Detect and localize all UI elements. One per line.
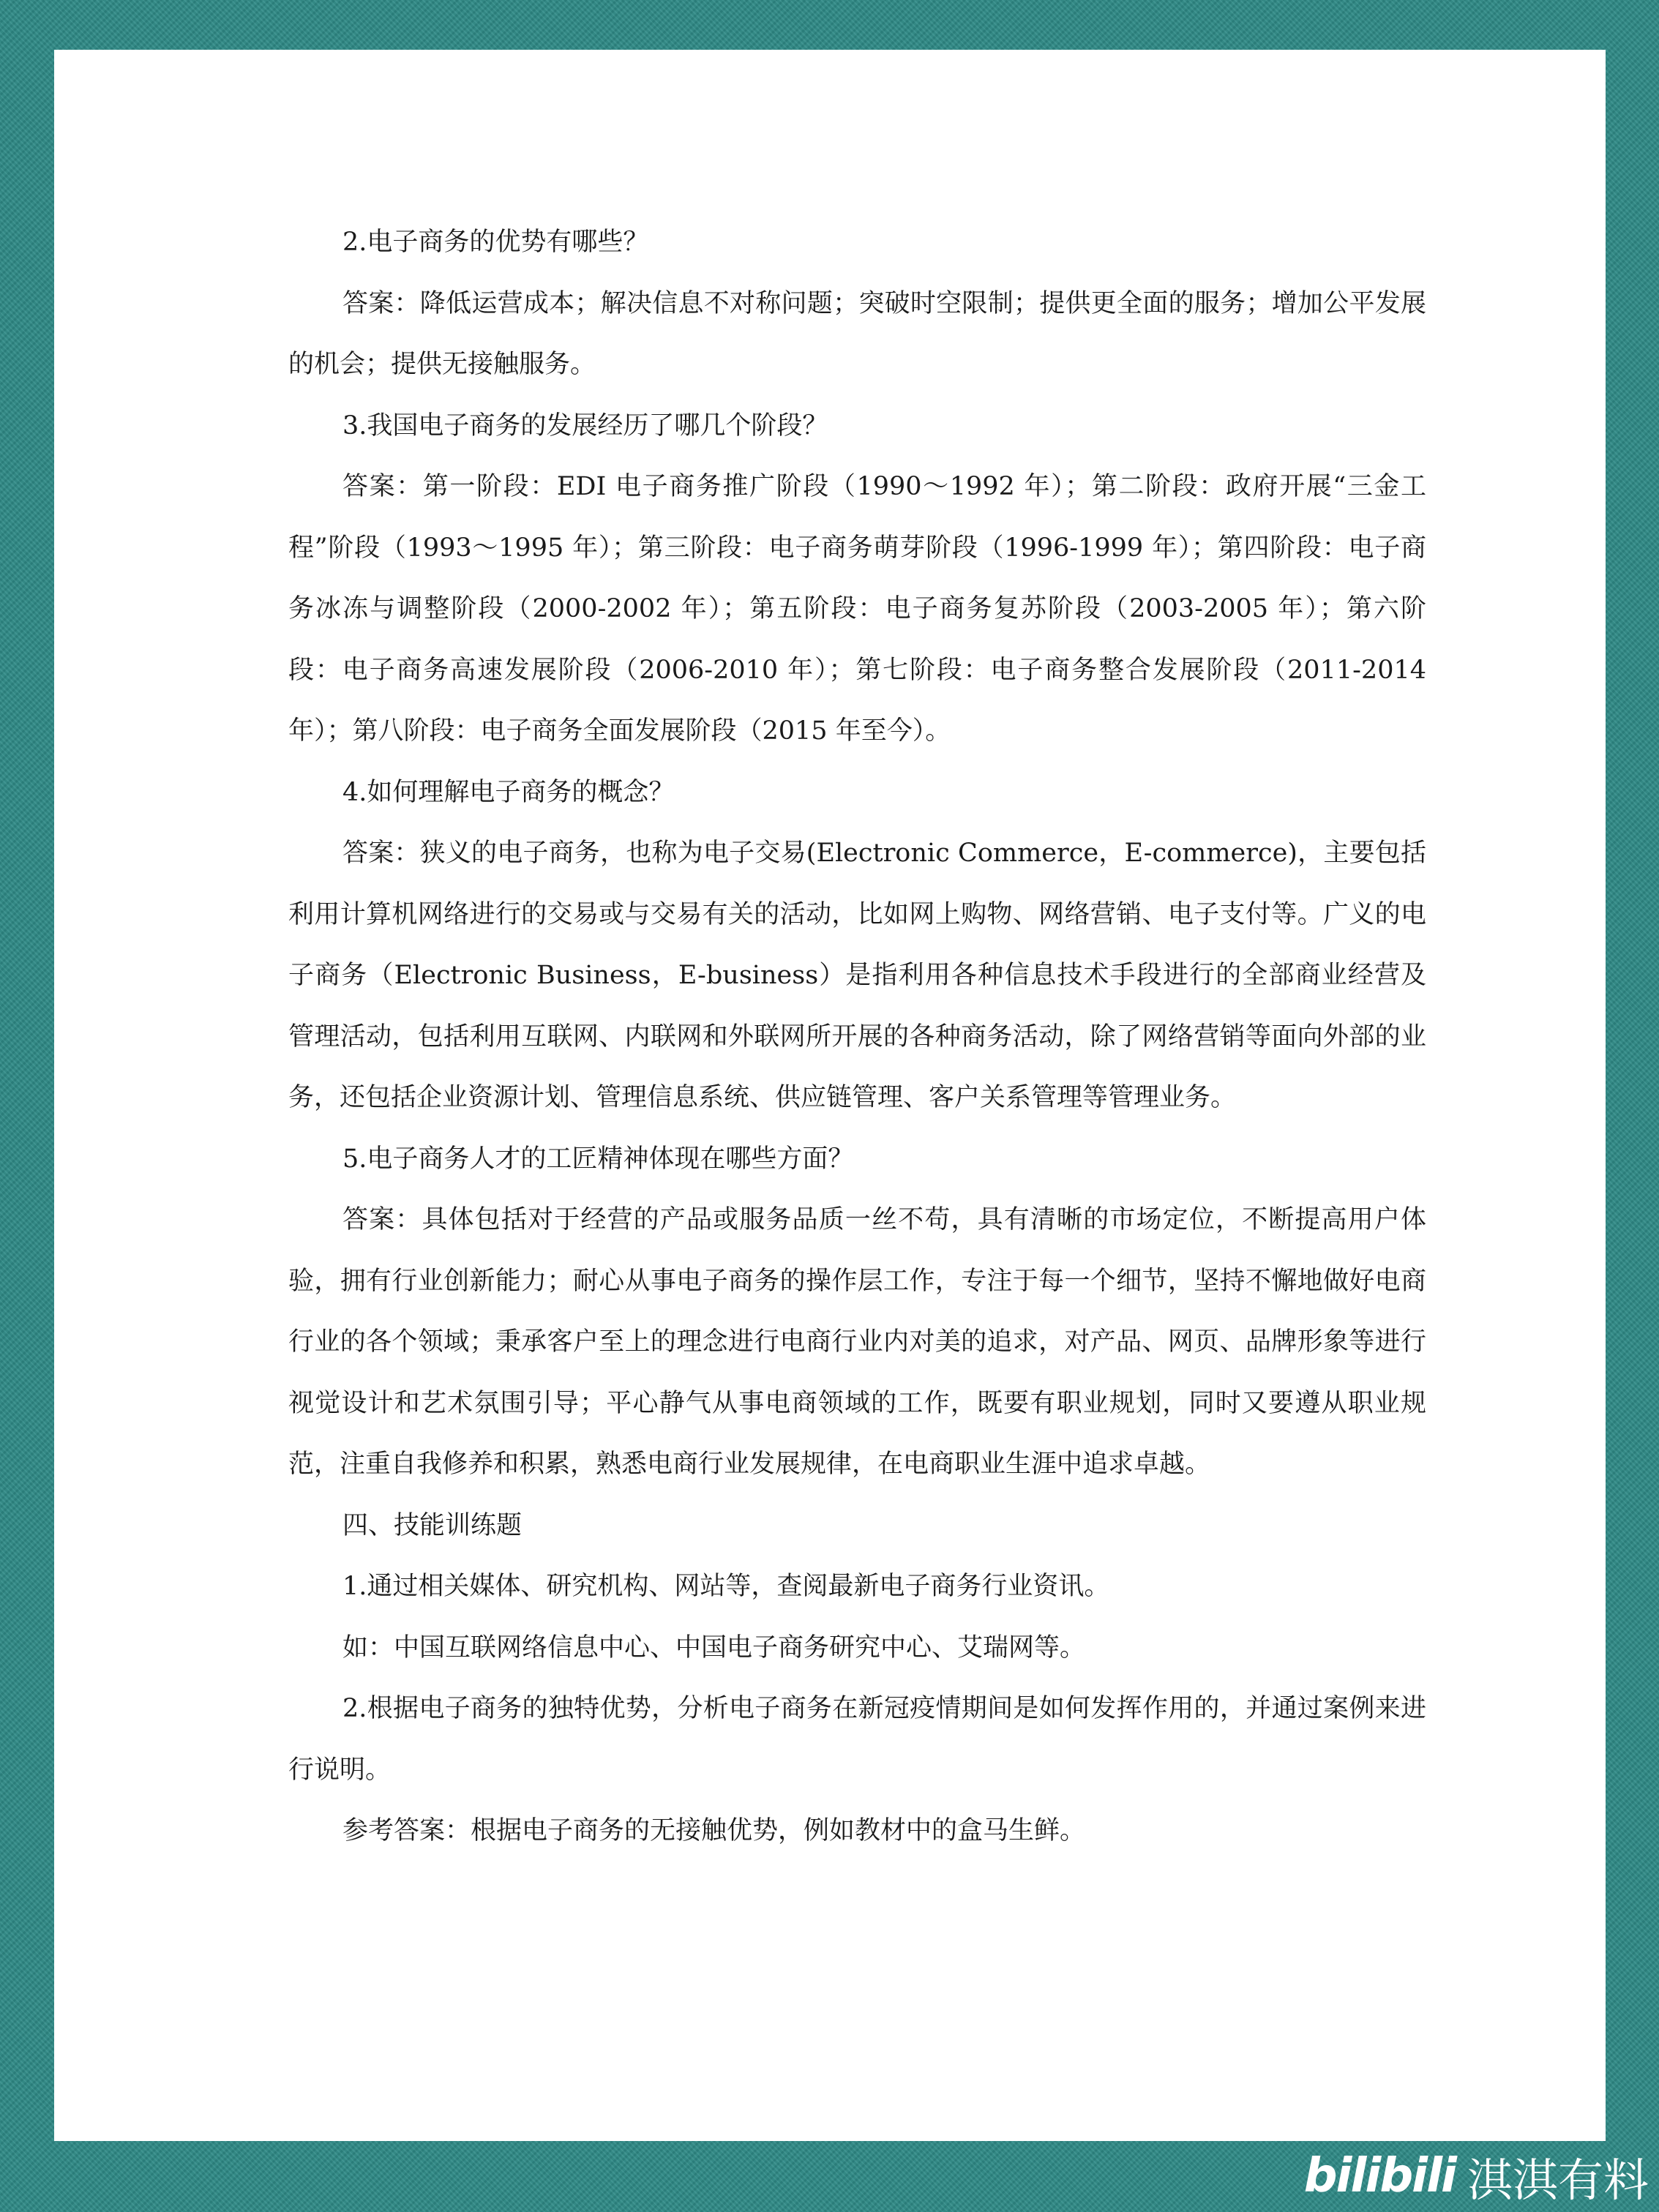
exercise-1: 1.通过相关媒体、研究机构、网站等，查阅最新电子商务行业资讯。 <box>342 1572 1110 1601</box>
question-5-heading: 5.电子商务人才的工匠精神体现在哪些方面？ <box>342 1144 854 1174</box>
exercise-2: 2.根据电子商务的独特优势，分析电子商务在新冠疫情期间是如何发挥作用的，并通过案例来进行说明。 <box>288 1694 1426 1785</box>
document-body <box>288 212 1426 1862</box>
question-4-heading: 4.如何理解电子商务的概念？ <box>342 777 675 807</box>
answer-2: 答案：降低运营成本；解决信息不对称问题；突破时空限制；提供更全面的服务；增加公平发展的机会；提供无接触服务。 <box>288 288 1426 379</box>
author-name: 淇淇有料 <box>1467 2153 1649 2207</box>
answer-3: 答案：第一阶段：EDI 电子商务推广阶段（1990～1992 年）；第二阶段：政府开展“三金工程”阶段（1993～1995 年）；第三阶段：电子商务萌芽阶段（1996-1999 年）；第四阶段：电子商务冰冻与调整阶段（2000-2002 年）；第五阶段：电子商务复苏阶段（2003-2005 年）；第六阶段：电子商务高速发展阶段（2006-2010 年）；第七阶段：电子商务整合发展阶段（2011-2014 年）；第八阶段：电子商务全面发展阶段（2015 年至今）。 <box>288 472 1426 746</box>
exercise-2-reference-answer: 参考答案：根据电子商务的无接触优势，例如教材中的盒马生鲜。 <box>342 1816 1086 1845</box>
question-3-heading: 3.我国电子商务的发展经历了哪几个阶段？ <box>342 410 828 440</box>
question-2-heading: 2.电子商务的优势有哪些？ <box>342 228 649 257</box>
document-page <box>54 50 1606 2141</box>
answer-5: 答案：具体包括对于经营的产品或服务品质一丝不苟，具有清晰的市场定位，不断提高用户体验，拥有行业创新能力；耐心从事电子商务的操作层工作，专注于每一个细节，坚持不懈地做好电商行业的各个领域；秉承客户至上的理念进行电商行业内对美的追求，对产品、网页、品牌形象等进行视觉设计和艺术氛围引导；平心静气从事电商领域的工作，既要有职业规划，同时又要遵从职业规范，注重自我修养和积累，熟悉电商行业发展规律，在电商职业生涯中追求卓越。 <box>288 1205 1426 1479</box>
bilibili-logo: bilibili <box>1303 2149 1456 2203</box>
exercise-1-example: 如：中国互联网络信息中心、中国电子商务研究中心、艾瑞网等。 <box>342 1632 1086 1662</box>
answer-4: 答案：狭义的电子商务，也称为电子交易(Electronic Commerce，E-commerce)，主要包括利用计算机网络进行的交易或与交易有关的活动，比如网上购物、网络营销、电子支付等。广义的电子商务（Electronic Business，E-business）是指利用各种信息技术手段进行的全部商业经营及管理活动，包括利用互联网、内联网和外联网所开展的各种商务活动，除了网络营销等面向外部的业务，还包括企业资源计划、管理信息系统、供应链管理、客户关系管理等管理业务。 <box>288 839 1426 1112</box>
watermark <box>1304 2143 1649 2209</box>
section-4-heading: 四、技能训练题 <box>342 1510 523 1540</box>
